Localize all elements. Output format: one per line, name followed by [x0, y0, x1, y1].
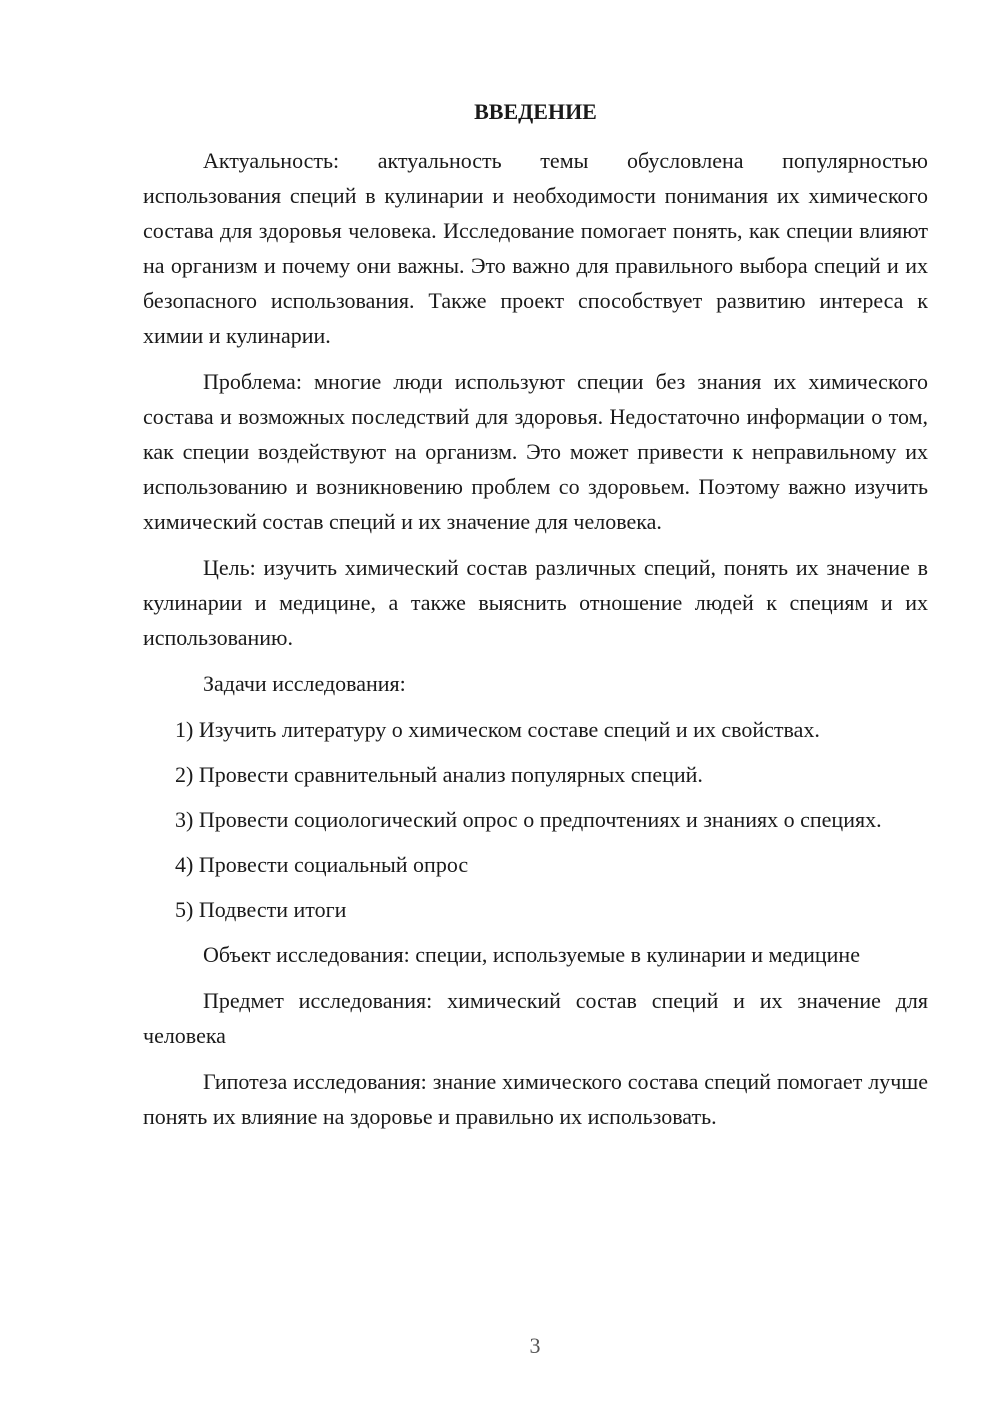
tasks-heading: Задачи исследования:: [203, 671, 406, 696]
paragraph-goal: Цель: изучить химический состав различных специй, понять их значение в кулинарии и медицине, а также выяснить отношение людей к специям и их использованию.: [143, 555, 928, 650]
page-number: 3: [529, 1333, 541, 1358]
paragraph-problem: Проблема: многие люди используют специи без знания их химического состава и возможных последствий для здоровья. Недостаточно информации о том, как специи воздействуют на организм. Это может привести к неправильному их использованию и возникновению проблем со здоровьем. Поэтому важно изучить химический состав специй и их значение для человека.: [143, 369, 928, 534]
task-item-5: 5) Подвести итоги: [175, 897, 347, 922]
section-title: ВВЕДЕНИЕ: [474, 99, 597, 124]
paragraph-hypothesis: Гипотеза исследования: знание химического состава специй помогает лучше понять их влияние на здоровье и правильно их использовать.: [143, 1069, 928, 1129]
paragraph-object: Объект исследования: специи, используемые в кулинарии и медицине: [203, 942, 860, 967]
tasks-list: [143, 712, 928, 927]
document-page: [143, 94, 928, 1145]
task-item-4: 4) Провести социальный опрос: [175, 852, 469, 877]
task-item-1: 1) Изучить литературу о химическом составе специй и их свойствах.: [175, 717, 820, 742]
paragraph-subject: Предмет исследования: химический состав специй и их значение для человека: [143, 988, 928, 1048]
paragraph-relevance: Актуальность: актуальность темы обусловлена популярностью использования специй в кулинарии и необходимости понимания их химического состава для здоровья человека. Исследование помогает понять, как специи влияют на организм и почему они важны. Это важно для правильного выбора специй и их безопасного использования. Также проект способствует развитию интереса к химии и кулинарии.: [143, 148, 928, 348]
task-item-2: 2) Провести сравнительный анализ популярных специй.: [175, 762, 703, 787]
task-item-3: 3) Провести социологический опрос о предпочтениях и знаниях о специях.: [175, 807, 882, 832]
